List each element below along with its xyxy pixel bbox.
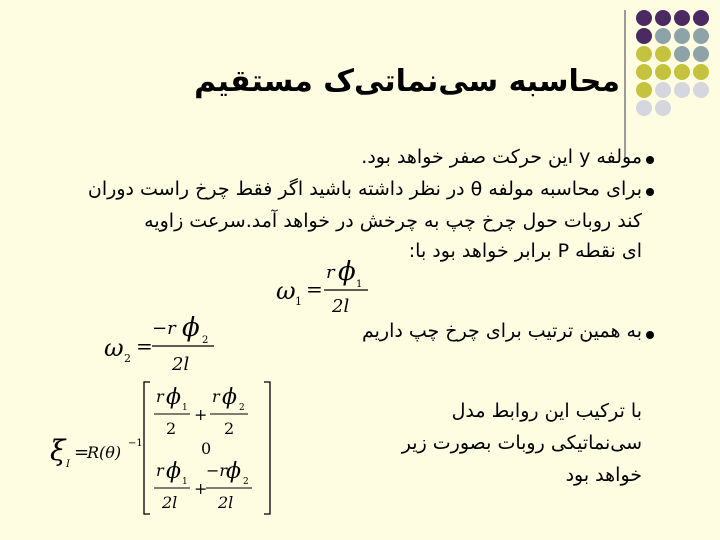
svg-text:2: 2 — [124, 352, 131, 365]
svg-text:r: r — [156, 461, 164, 480]
bullet-2-line-1: برای محاسبه مولفه θ در نظر داشته باشید اگر فقط چرخ راست دوران — [87, 178, 642, 200]
svg-text:−1: −1 — [128, 438, 143, 449]
decorative-dot — [636, 10, 652, 26]
decorative-dot — [674, 10, 690, 26]
bullet-2-line-2: کند روبات حول چرخ چپ به چرخش در خواهد آمد.سرعت زاویه — [144, 210, 642, 232]
slide-title: محاسبه سی‌نماتی‌ک مستقیم — [194, 64, 620, 99]
svg-text:2: 2 — [202, 335, 209, 346]
formula-xi — [46, 378, 276, 518]
svg-text:r: r — [326, 262, 335, 283]
svg-text:r: r — [156, 387, 164, 406]
decorative-dot — [693, 46, 709, 62]
svg-text:R(θ): R(θ) — [87, 443, 122, 462]
svg-text:+: + — [194, 479, 208, 498]
svg-text:1: 1 — [182, 403, 188, 413]
svg-text:1: 1 — [295, 295, 302, 308]
bullet-1-line-1: مولفه y این حرکت صفر خواهد بود. — [361, 146, 642, 168]
vertical-divider-line — [624, 10, 626, 160]
decorative-dot — [655, 82, 671, 98]
decorative-dot — [693, 10, 709, 26]
formula-omega-2 — [98, 308, 228, 380]
svg-text:2l: 2l — [332, 296, 350, 317]
decorative-dot — [674, 28, 690, 44]
decorative-dot — [693, 64, 709, 80]
svg-text:1: 1 — [356, 279, 363, 290]
decorative-dot — [636, 28, 652, 44]
bullet-icon — [646, 331, 654, 339]
svg-text:2: 2 — [166, 419, 177, 438]
svg-text:2: 2 — [224, 419, 235, 438]
svg-text:2l: 2l — [172, 354, 190, 375]
svg-text:1: 1 — [182, 477, 188, 487]
svg-text:2: 2 — [243, 477, 249, 487]
decorative-dot — [655, 46, 671, 62]
decorative-dot — [636, 46, 652, 62]
svg-text:ϕ: ϕ — [166, 459, 181, 484]
svg-text:ϕ: ϕ — [338, 257, 356, 287]
closing-line-3: خواهد بود — [565, 464, 642, 486]
svg-text:−r: −r — [206, 461, 228, 480]
svg-text:ϕ: ϕ — [166, 385, 181, 410]
svg-text:I: I — [66, 459, 70, 470]
svg-text:=: = — [74, 442, 90, 463]
decorative-dot — [655, 10, 671, 26]
decorative-dot — [655, 28, 671, 44]
decorative-dot — [674, 46, 690, 62]
closing-line-1: با ترکیب این روابط مدل — [451, 400, 642, 422]
decorative-dot — [636, 100, 652, 116]
svg-text:2l: 2l — [162, 493, 178, 512]
svg-text:=: = — [136, 334, 153, 358]
svg-text:−r: −r — [152, 318, 176, 339]
decorative-dot — [674, 82, 690, 98]
closing-line-2: سی‌نماتیکی روبات بصورت زیر — [401, 432, 642, 454]
decorative-dot — [636, 82, 652, 98]
svg-text:ξ: ξ — [50, 434, 66, 467]
svg-text:2l: 2l — [218, 493, 234, 512]
svg-text:ϕ: ϕ — [182, 313, 200, 343]
svg-text:ω: ω — [104, 334, 124, 362]
svg-text:ϕ: ϕ — [226, 459, 241, 484]
svg-text:+: + — [194, 405, 208, 424]
bullet-3-line-1: به همین ترتیب برای چرخ چپ داریم — [361, 320, 642, 342]
svg-text:r: r — [212, 387, 220, 406]
bullet-icon — [646, 156, 654, 164]
decorative-dot — [693, 82, 709, 98]
decorative-dot — [636, 64, 652, 80]
decorative-dot-grid — [636, 10, 716, 120]
svg-text:2: 2 — [239, 403, 245, 413]
formula-omega-1 — [268, 254, 378, 320]
decorative-dot — [693, 28, 709, 44]
decorative-dot — [674, 64, 690, 80]
svg-text:0: 0 — [201, 439, 212, 458]
omega-symbol: ω — [276, 277, 296, 305]
decorative-dot — [655, 100, 671, 116]
decorative-dot — [655, 64, 671, 80]
bullet-icon — [646, 188, 654, 196]
bullet-2-line-3: ای نقطه P برابر خواهد بود با: — [408, 240, 642, 262]
svg-text:=: = — [306, 277, 323, 301]
svg-text:ϕ: ϕ — [222, 385, 237, 410]
